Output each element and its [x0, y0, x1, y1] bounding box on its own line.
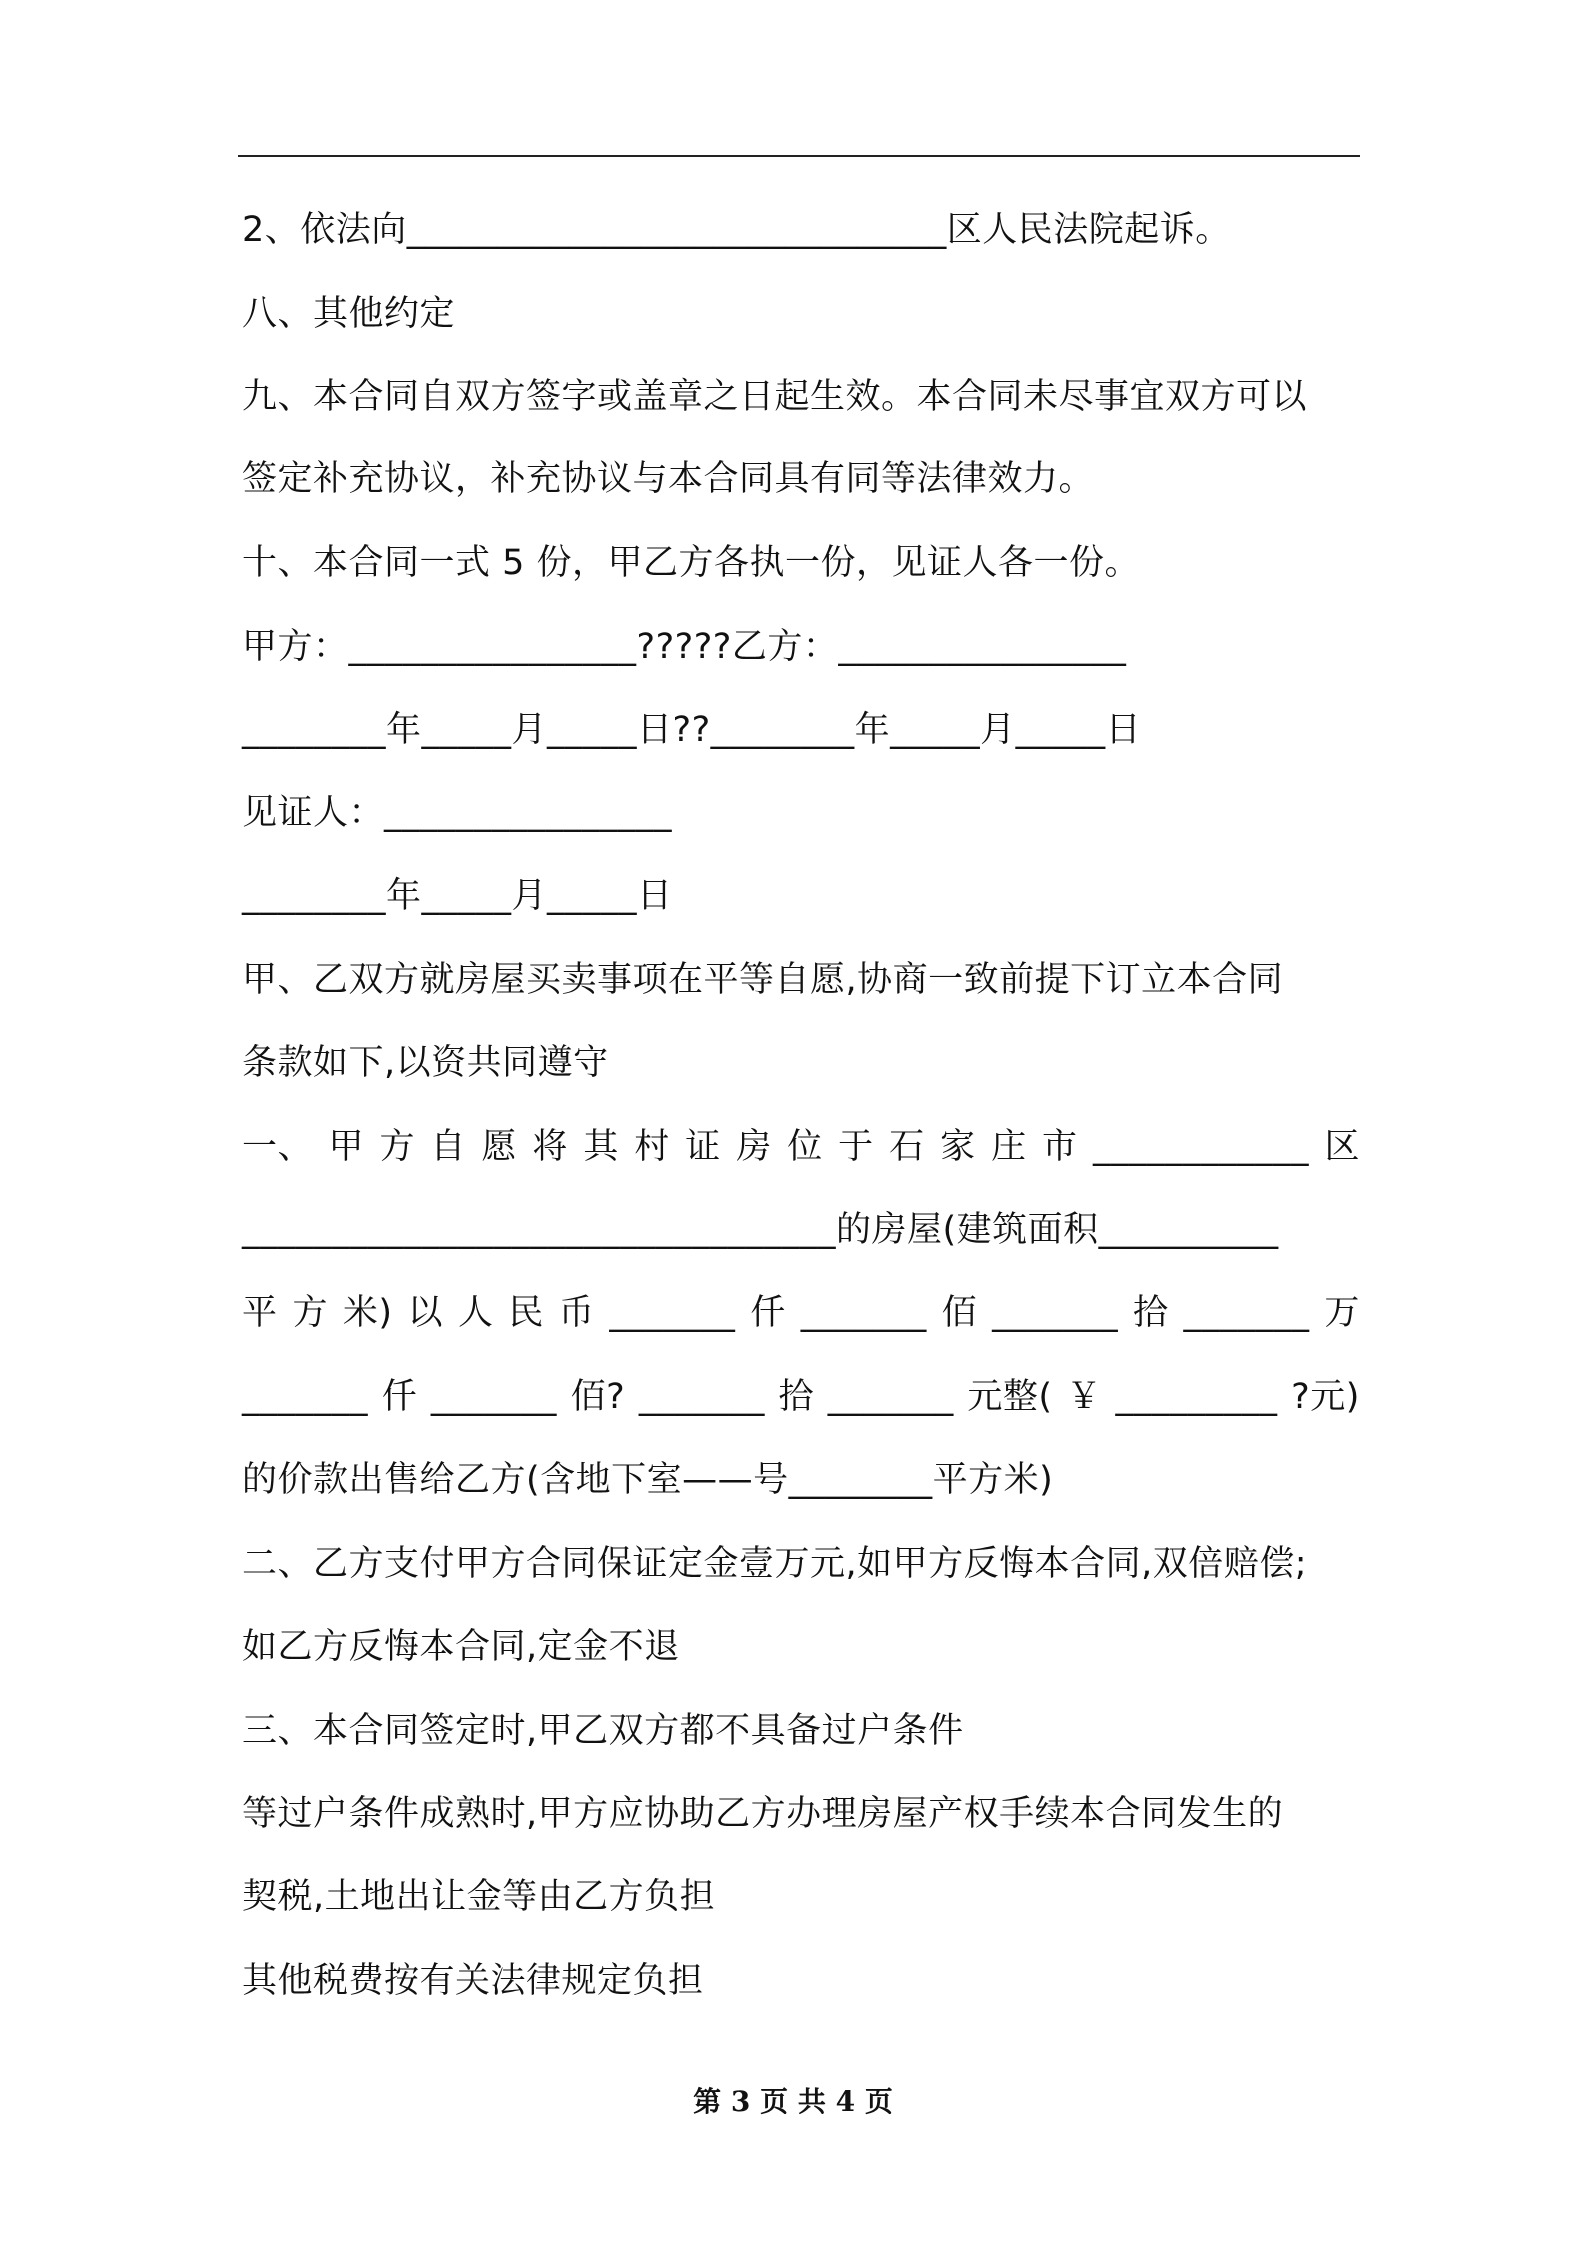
text-line: 的价款出售给乙方(含地下室——号________平方米) — [242, 1460, 1054, 1500]
signature-line-parties: 甲方：________________?????乙方：________________ — [242, 627, 1127, 667]
text-line: _________________________________的房屋(建筑面积__________ — [242, 1210, 1279, 1250]
page-footer: 第 3 页 共 4 页 — [693, 2085, 893, 2118]
text-line-justified: 一、 甲 方 自 愿 将 其 村 证 房 位 于 石 家 庄 市 ____________ 区 — [242, 1127, 1360, 1167]
text-line: 八、其他约定 — [242, 294, 456, 334]
text-line: 三、本合同签定时,甲乙双方都不具备过户条件 — [242, 1711, 964, 1751]
text-line: 甲、乙双方就房屋买卖事项在平等自愿,协商一致前提下订立本合同 — [242, 960, 1284, 1000]
text-line: 十、本合同一式 5 份，甲乙方各执一份，见证人各一份。 — [242, 543, 1141, 583]
text-line: 契税,土地出让金等由乙方负担 — [242, 1877, 716, 1917]
text-line: 其他税费按有关法律规定负担 — [242, 1961, 704, 2001]
text-line: 条款如下,以资共同遵守 — [242, 1043, 609, 1083]
text-line-justified: _______ 仟 _______ 佰? _______ 拾 _______ 元整( ￥ _________ ?元) — [242, 1377, 1360, 1417]
text-line: 签定补充协议，补充协议与本合同具有同等法律效力。 — [242, 459, 1095, 499]
date-line-witness: ________年_____月_____日 — [242, 876, 673, 916]
text-line: 如乙方反悔本合同,定金不退 — [242, 1627, 680, 1667]
text-line: 九、本合同自双方签字或盖章之日起生效。本合同未尽事宜双方可以 — [242, 377, 1308, 417]
text-line-justified: 平 方 米) 以 人 民 币 _______ 仟 _______ 佰 _______ 拾 _______ 万 — [242, 1293, 1360, 1333]
text-line: 二、乙方支付甲方合同保证定金壹万元,如甲方反悔本合同,双倍赔偿; — [242, 1544, 1308, 1584]
signature-line-witness: 见证人：________________ — [242, 793, 673, 833]
text-line: 2、依法向______________________________区人民法院起诉。 — [242, 210, 1231, 250]
text-line: 等过户条件成熟时,甲方应协助乙方办理房屋产权手续本合同发生的 — [242, 1794, 1284, 1834]
date-line-parties: ________年_____月_____日??________年_____月_____日 — [242, 710, 1142, 750]
header-rule — [238, 155, 1360, 157]
